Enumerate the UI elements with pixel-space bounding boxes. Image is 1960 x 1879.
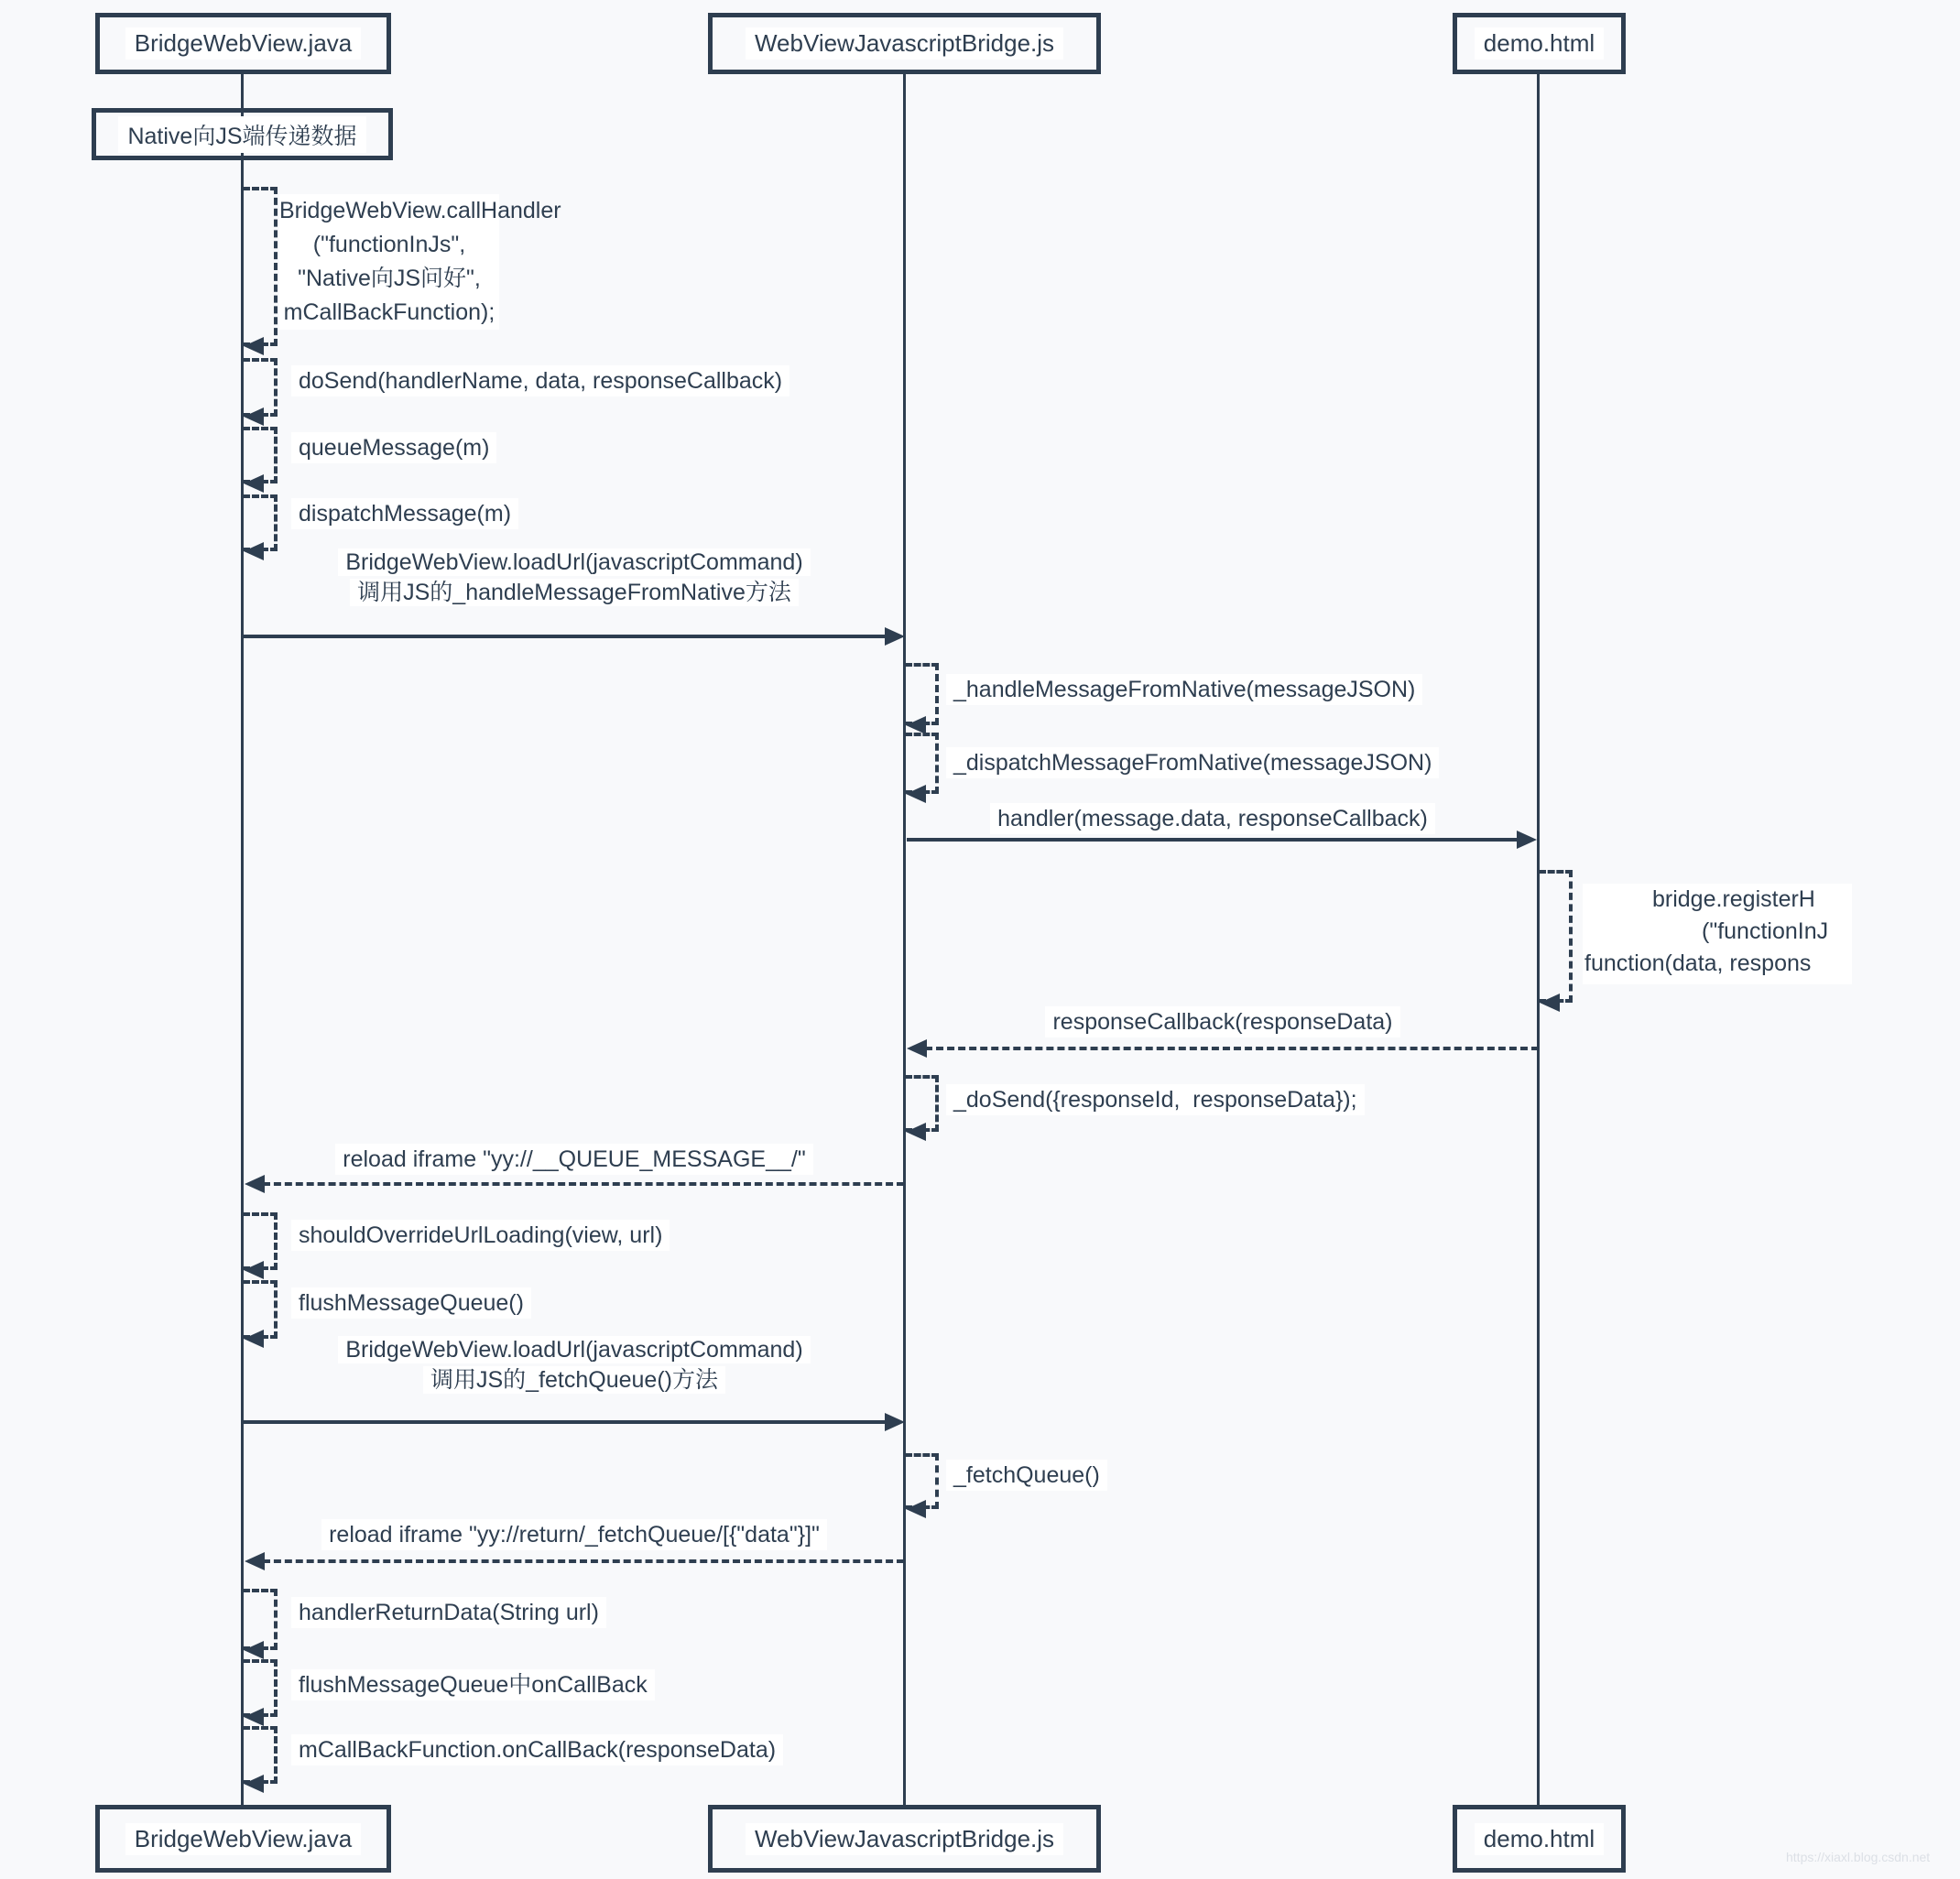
return-arrowhead-icon [244,1641,264,1659]
actor-label: demo.html [1475,27,1604,60]
return-arrowhead-icon [245,1552,265,1570]
message-fetch-queue: _fetchQueue() [946,1462,1107,1489]
message-call-handler: BridgeWebView.callHandler ("functionInJs", "Native向JS问好", mCallBackFunction); [279,194,499,330]
return-arrow-line [263,1182,904,1186]
message-flush-on-callback: flushMessageQueue中onCallBack [291,1667,655,1700]
return-arrowhead-icon [906,1500,926,1518]
call-arrow-line [244,1420,885,1424]
call-arrowhead-icon [885,1413,905,1431]
call-arrowhead-icon [1517,831,1537,849]
call-arrowhead-icon [885,627,905,646]
return-arrowhead-icon [244,1261,264,1279]
watermark: https://xiaxl.blog.csdn.net [1786,1850,1931,1864]
message-do-send-js: _doSend({responseId, responseData}); [946,1087,1365,1113]
message-flush-queue: flushMessageQueue() [291,1290,531,1317]
note-label: Native向JS端传递数据 [118,116,365,153]
actor-label: WebViewJavascriptBridge.js [746,1823,1063,1855]
actor-top-demo [1453,13,1626,74]
message-queue-message: queueMessage(m) [291,435,496,462]
message-handler-return-data: handlerReturnData(String url) [291,1600,606,1626]
return-arrowhead-icon [245,1175,265,1193]
return-arrowhead-icon [1540,994,1560,1012]
message-response-callback: responseCallback(responseData) [907,1009,1539,1036]
return-arrowhead-icon [244,407,264,426]
message-handler-call: handler(message.data, responseCallback) [907,806,1519,832]
message-register-handler: bridge.registerH ("functionInJ function(data, respons [1583,884,1852,984]
message-on-callback: mCallBackFunction.onCallBack(responseData) [291,1737,783,1764]
actor-label: BridgeWebView.java [125,27,362,60]
actor-label: demo.html [1475,1823,1604,1855]
return-arrowhead-icon [906,785,926,803]
message-reload-queue: reload iframe "yy://__QUEUE_MESSAGE__/" [244,1146,905,1173]
call-arrow-line [907,838,1517,842]
return-arrowhead-icon [244,1708,264,1726]
message-load-url-fetch: BridgeWebView.loadUrl(javascriptCommand) 调用JS的_fetchQueue()方法 [244,1335,905,1396]
message-do-send: doSend(handlerName, data, responseCallback) [291,368,789,395]
actor-top-bridgewebview [95,13,391,74]
return-arrow-line [263,1559,904,1563]
return-arrowhead-icon [244,337,264,355]
actor-bottom-bridgewebview [95,1805,391,1873]
return-arrow-line [925,1047,1539,1050]
self-call-loop [1539,870,1573,1003]
self-call-loop [243,187,278,346]
actor-bottom-demo [1453,1805,1626,1873]
message-load-url-handle: BridgeWebView.loadUrl(javascriptCommand) 调用JS的_handleMessageFromNative方法 [244,548,905,608]
return-arrowhead-icon [244,474,264,493]
call-arrow-line [244,635,885,638]
return-arrowhead-icon [906,716,926,734]
return-arrowhead-icon [906,1123,926,1141]
note-native-to-js [92,108,393,160]
actor-label: WebViewJavascriptBridge.js [746,27,1063,60]
message-should-override: shouldOverrideUrlLoading(view, url) [291,1222,670,1249]
actor-top-jsbridge [708,13,1101,74]
return-arrowhead-icon [244,1775,264,1793]
actor-bottom-jsbridge [708,1805,1101,1873]
message-handle-from-native: _handleMessageFromNative(messageJSON) [946,677,1422,703]
message-reload-fetch: reload iframe "yy://return/_fetchQueue/[{"data"}]" [244,1522,905,1548]
return-arrowhead-icon [907,1039,927,1058]
message-dispatch-message: dispatchMessage(m) [291,501,518,527]
message-dispatch-from-native: _dispatchMessageFromNative(messageJSON) [946,750,1439,777]
actor-label: BridgeWebView.java [125,1823,362,1855]
